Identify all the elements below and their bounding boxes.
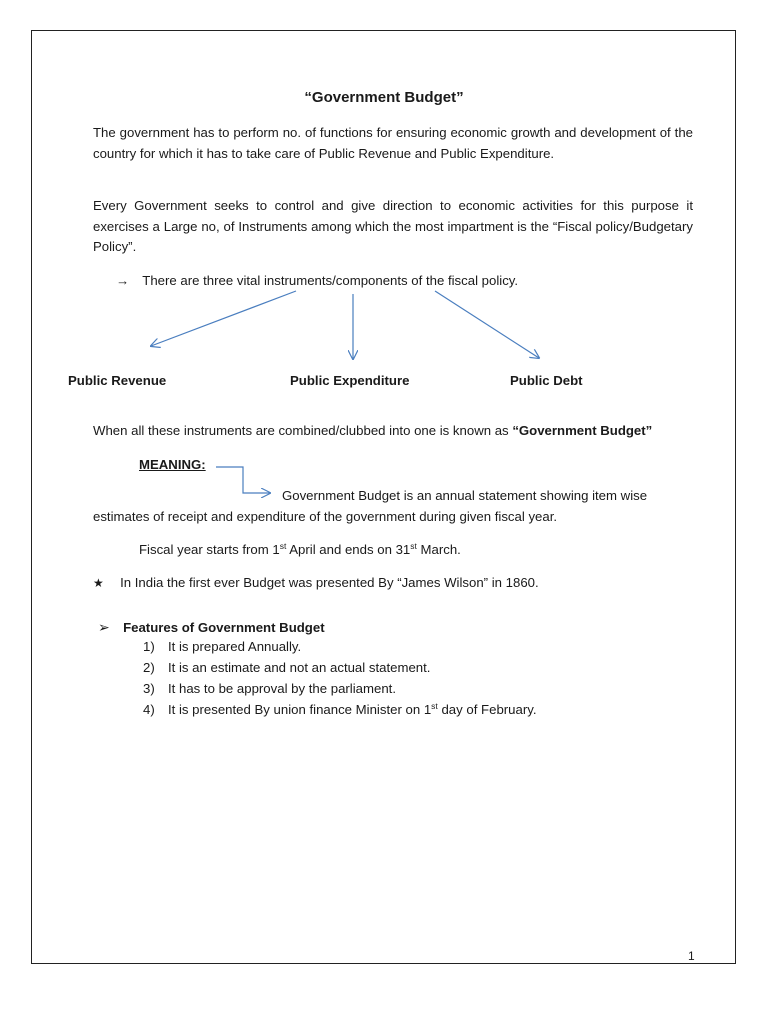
list-item-text: It is prepared Annually. <box>168 639 302 654</box>
combined-sentence <box>93 422 652 440</box>
list-item-number: 4) <box>143 702 155 717</box>
components-intro-line <box>116 272 518 290</box>
list-item-number: 2) <box>143 660 155 675</box>
components-intro-text: There are three vital instruments/components of the fiscal policy. <box>142 273 519 288</box>
features-heading: Features of Government Budget <box>123 620 325 635</box>
list-item-number: 1) <box>143 639 155 654</box>
meaning-definition-line2: estimates of receipt and expenditure of the government during given fiscal year. <box>93 509 558 524</box>
component-public-expenditure: Public Expenditure <box>290 373 410 388</box>
meaning-label: MEANING: <box>139 457 206 472</box>
page-title: “Government Budget” <box>304 89 464 106</box>
intro-paragraph: The government has to perform no. of functions for ensuring economic growth and development of the country for which it has to take care of Public Revenue and Public Expenditure. <box>93 125 693 161</box>
component-public-revenue: Public Revenue <box>68 373 167 388</box>
india-budget-line <box>93 574 539 592</box>
fiscal-year-sup-1: st <box>279 541 287 551</box>
page-number: 1 <box>688 949 695 963</box>
right-arrow-icon: → <box>116 273 130 288</box>
list-item-sup: st <box>431 701 438 711</box>
features-heading-line <box>98 618 325 637</box>
list-item <box>143 659 430 677</box>
arrowhead-bullet-icon: ➢ <box>98 619 110 635</box>
list-item-number: 3) <box>143 681 155 696</box>
fiscal-policy-paragraph: Every Government seeks to control and give direction to economic activities for this purpose it exercises a Large no, of Instruments among which the most impartment is the “Fiscal policy/Budgetary Policy”. <box>93 198 693 254</box>
fiscal-year-text-b: April and ends on 31 <box>286 542 411 557</box>
list-item-text: It is presented By union finance Minister on 1 <box>168 702 432 717</box>
star-bullet-icon: ★ <box>93 576 104 590</box>
list-item-text: It has to be approval by the parliament. <box>168 681 396 696</box>
list-item <box>143 701 537 719</box>
fiscal-year-line <box>139 541 461 559</box>
fiscal-year-text-a: Fiscal year starts from 1 <box>139 542 280 557</box>
list-item <box>143 638 301 656</box>
fiscal-year-text-c: March. <box>416 542 461 557</box>
meaning-definition-line1: Government Budget is an annual statement showing item wise <box>282 488 648 503</box>
combined-text: When all these instruments are combined/clubbed into one is known as <box>93 423 513 438</box>
list-item-text: It is an estimate and not an actual statement. <box>168 660 431 675</box>
list-item-text-tail: day of February. <box>437 702 537 717</box>
component-public-debt: Public Debt <box>510 373 583 388</box>
combined-bold-term: “Government Budget” <box>512 423 653 438</box>
list-item <box>143 680 396 698</box>
fiscal-year-sup-2: st <box>410 541 417 551</box>
india-budget-text: In India the first ever Budget was presented By “James Wilson” in 1860. <box>120 575 539 590</box>
